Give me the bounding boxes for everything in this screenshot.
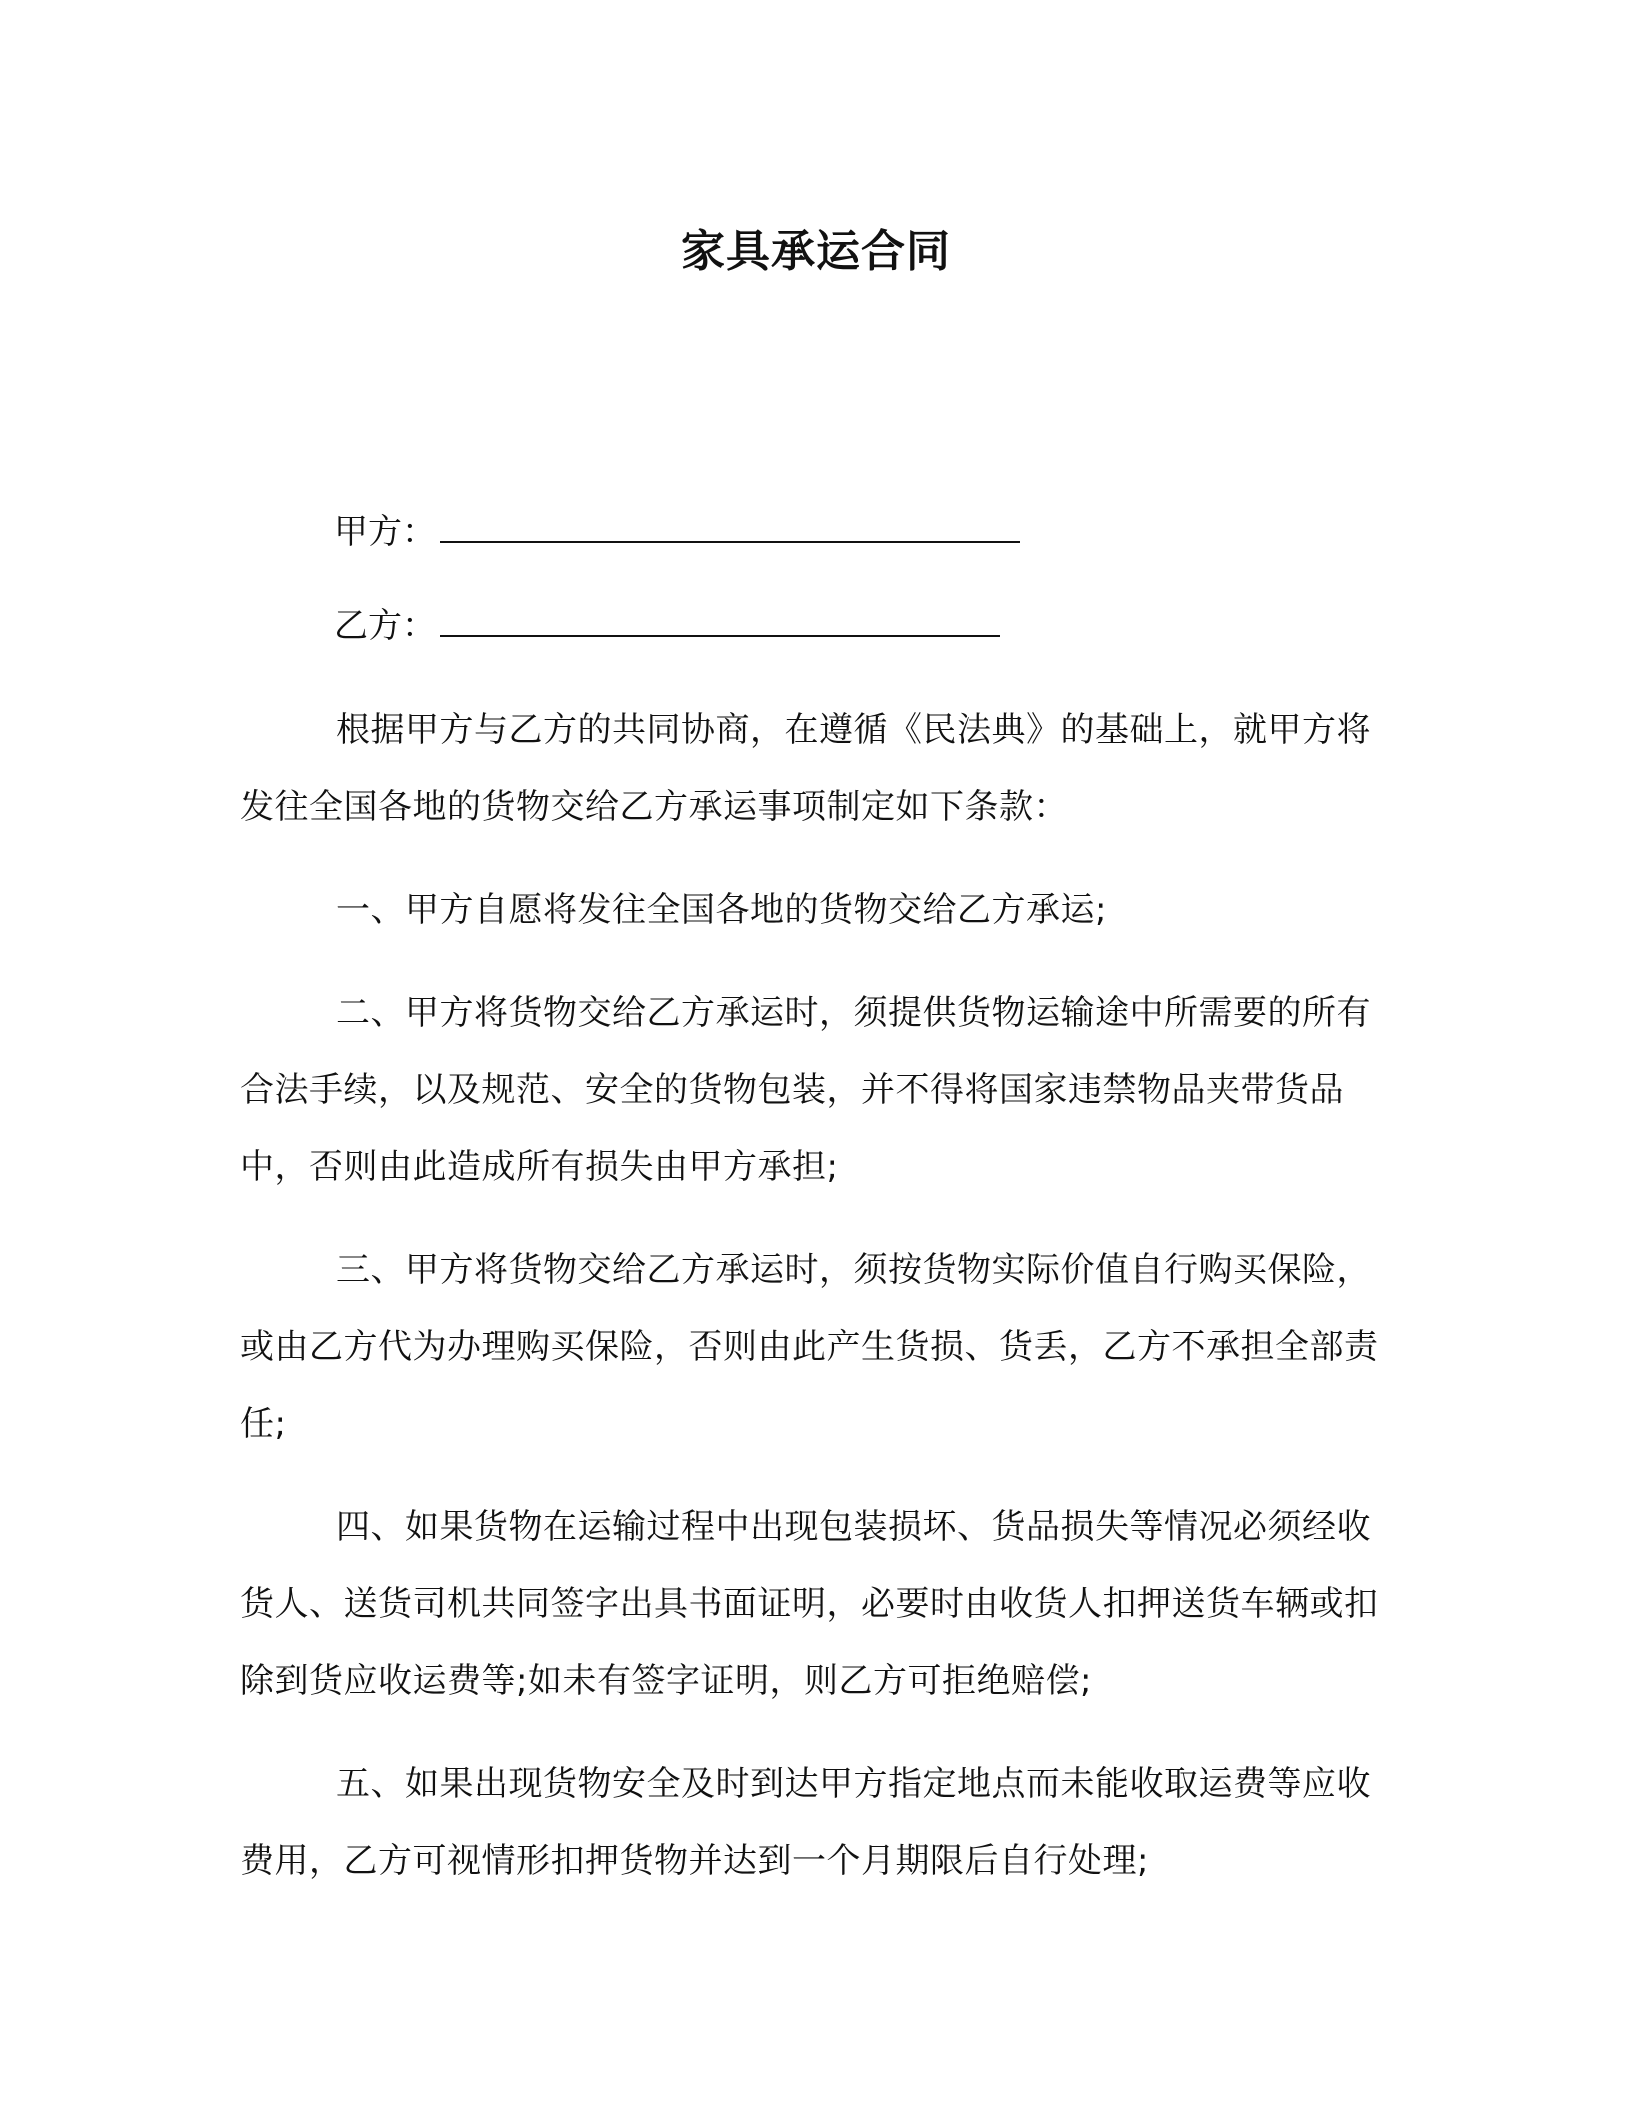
party-b-label: 乙方： — [334, 606, 436, 646]
party-a-label: 甲方： — [334, 512, 436, 552]
clause-4: 四、如果货物在运输过程中出现包装损坏、货品损失等情况必须经收货人、送货司机共同签字出具书面证明，必要时由收货人扣押送货车辆或扣除到货应收运费等;如未有签字证明，则乙方可拒绝赔偿; — [240, 1507, 1379, 1701]
party-a-blank — [440, 511, 1020, 543]
clause-2: 二、甲方将货物交给乙方承运时，须提供货物运输途中所需要的所有合法手续，以及规范、安全的货物包装，并不得将国家违禁物品夹带货品中，否则由此造成所有损失由甲方承担; — [240, 993, 1371, 1187]
party-a-line — [334, 508, 1020, 556]
clause-1: 一、甲方自愿将发往全国各地的货物交给乙方承运; — [336, 890, 1107, 930]
intro-paragraph: 根据甲方与乙方的共同协商，在遵循《民法典》的基础上，就甲方将发往全国各地的货物交给乙方承运事项制定如下条款： — [240, 710, 1371, 827]
document-title: 家具承运合同 — [681, 226, 951, 277]
clause-5: 五、如果出现货物安全及时到达甲方指定地点而未能收取运费等应收费用，乙方可视情形扣押货物并达到一个月期限后自行处理; — [240, 1764, 1371, 1881]
party-b-blank — [440, 605, 1000, 637]
party-b-line — [334, 602, 1000, 650]
clause-3: 三、甲方将货物交给乙方承运时，须按货物实际价值自行购买保险，或由乙方代为办理购买保险，否则由此产生货损、货丢，乙方不承担全部责任; — [240, 1250, 1379, 1444]
